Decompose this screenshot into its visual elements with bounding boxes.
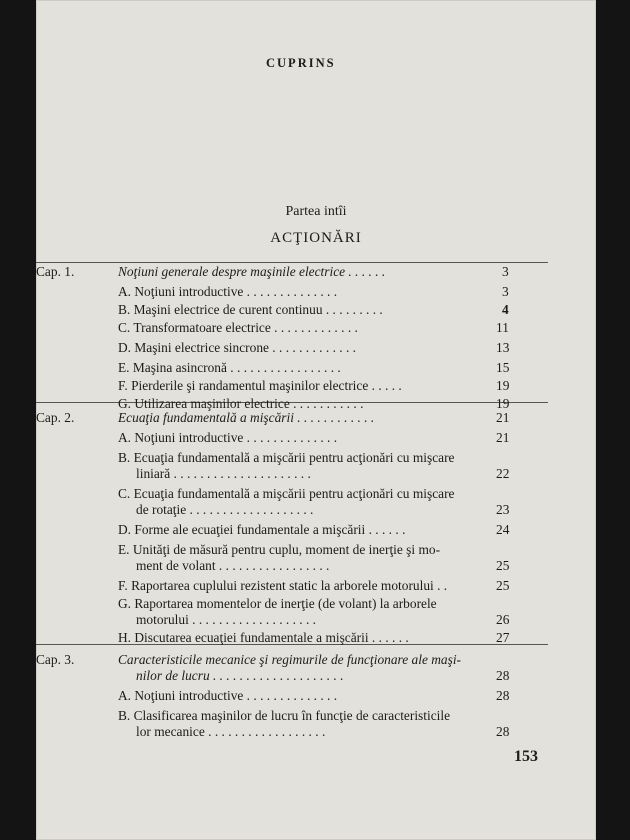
toc-entry-page: 25 [496, 578, 510, 593]
toc-entry-page: 28 [496, 688, 510, 703]
page-heading: CUPRINS [266, 56, 336, 70]
chapter-title: Noţiuni generale despre maşinile electrice . . . . . . [118, 264, 386, 279]
chapter-page: 3 [502, 264, 509, 279]
toc-entry-page: 15 [496, 360, 510, 375]
chapter-title: Ecuaţia fundamentală a mişcării . . . . . . . . . . . . [118, 410, 375, 425]
toc-entry-continued: liniară . . . . . . . . . . . . . . . . . . . . . [136, 466, 311, 481]
toc-entry: F. Pierderile şi randamentul maşinilor electrice . . . . . [118, 378, 402, 393]
toc-entry-page: 27 [496, 630, 510, 645]
toc-entry: B. Clasificarea maşinilor de lucru în funcţie de caracteristicile [118, 708, 451, 723]
toc-entry-continued: de rotaţie . . . . . . . . . . . . . . . . . . . [136, 502, 314, 517]
toc-entry-continued: lor mecanice . . . . . . . . . . . . . . . . . . [136, 724, 326, 739]
toc-entry: D. Forme ale ecuaţiei fundamentale a mişcării . . . . . . [118, 522, 406, 537]
toc-entry: B. Maşini electrice de curent continuu . . . . . . . . . [118, 302, 383, 317]
part-title: Partea intîi [285, 204, 347, 219]
toc-entry: A. Noţiuni introductive . . . . . . . . . . . . . . [118, 284, 338, 299]
toc-entry-continued: motorului . . . . . . . . . . . . . . . . . . . [136, 612, 317, 627]
page-number: 153 [514, 748, 538, 765]
toc-entry: E. Maşina asincronă . . . . . . . . . . . . . . . . . [118, 360, 341, 375]
chapter-label: Cap. 1. [36, 264, 75, 279]
toc-entry-page: 24 [496, 522, 510, 537]
toc-entry: G. Utilizarea maşinilor electrice . . . . . . . . . . . [118, 396, 364, 411]
toc-entry: C. Ecuaţia fundamentală a mişcării pentru acţionări cu mişcare [118, 486, 455, 501]
toc-entry: H. Discutarea ecuaţiei fundamentale a mişcării . . . . . . [118, 630, 409, 645]
toc-entry-page: 19 [496, 378, 510, 393]
toc-entry: D. Maşini electrice sincrone . . . . . . . . . . . . . [118, 340, 356, 355]
chapter-page: 21 [496, 410, 510, 425]
chapter-divider [36, 262, 548, 263]
chapter-label: Cap. 2. [36, 410, 75, 425]
chapter-page: 28 [496, 668, 510, 683]
toc-entry-page: 26 [496, 612, 510, 627]
toc-entry-continued: ment de volant . . . . . . . . . . . . . . . . . [136, 558, 330, 573]
toc-entry-page: 3 [502, 284, 509, 299]
toc-entry-page: 19 [496, 396, 510, 411]
chapter-title: Caracteristicile mecanice şi regimurile de funcţionare ale maşi- [118, 652, 461, 667]
toc-entry-page: 22 [496, 466, 510, 481]
toc-entry: B. Ecuaţia fundamentală a mişcării pentru acţionări cu mişcare [118, 450, 455, 465]
chapter-label: Cap. 3. [36, 652, 75, 667]
toc-entry-page: 4 [502, 302, 509, 317]
toc-entry: C. Transformatoare electrice . . . . . . . . . . . . . [118, 320, 358, 335]
toc-entry: E. Unităţi de măsură pentru cuplu, moment de inerţie şi mo- [118, 542, 441, 557]
toc-entry-page: 28 [496, 724, 510, 739]
toc-entry-page: 23 [496, 502, 510, 517]
toc-entry: G. Raportarea momentelor de inerţie (de volant) la arborele [118, 596, 437, 611]
chapter-title-continued: nilor de lucru . . . . . . . . . . . . . . . . . . . . [136, 668, 344, 683]
toc-entry: F. Raportarea cuplului rezistent static la arborele motorului . . [118, 578, 448, 593]
toc-entry-page: 21 [496, 430, 510, 445]
toc-entry: A. Noţiuni introductive . . . . . . . . . . . . . . [118, 688, 338, 703]
book-page [36, 0, 596, 840]
section-title: ACŢIONĂRI [270, 230, 362, 246]
toc-entry-page: 11 [496, 320, 509, 335]
toc-entry: A. Noţiuni introductive . . . . . . . . . . . . . . [118, 430, 338, 445]
toc-entry-page: 13 [496, 340, 510, 355]
toc-entry-page: 25 [496, 558, 510, 573]
